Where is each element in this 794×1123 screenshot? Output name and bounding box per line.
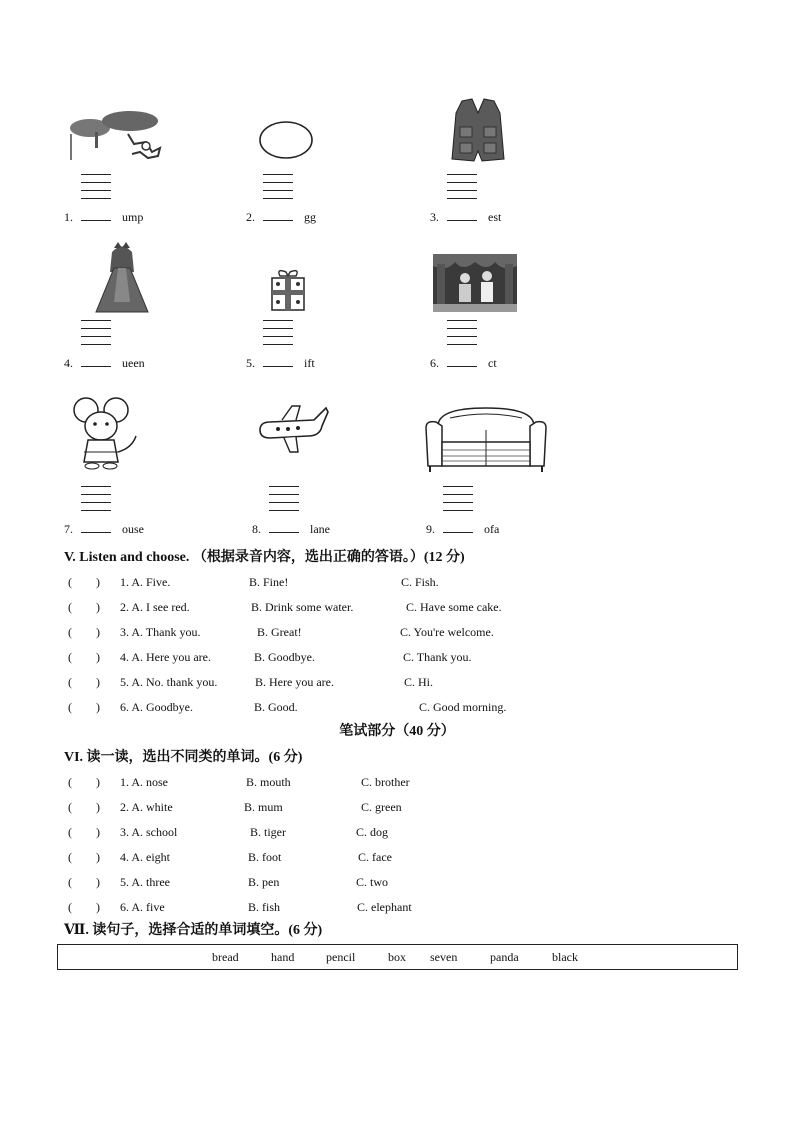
answer-bracket[interactable]: ( ) bbox=[68, 700, 100, 714]
option-c: C. You're welcome. bbox=[400, 625, 494, 639]
writing-lines bbox=[269, 486, 299, 518]
answer-blank[interactable] bbox=[269, 532, 299, 533]
phonics-item bbox=[64, 486, 204, 536]
answer-blank[interactable] bbox=[447, 366, 477, 367]
option-c: C. Fish. bbox=[401, 575, 439, 589]
stage-act-icon bbox=[433, 254, 517, 312]
phonics-item bbox=[64, 174, 204, 224]
option-b: B. foot bbox=[248, 850, 282, 864]
phonics-item bbox=[246, 320, 386, 370]
option-a: 3. A. Thank you. bbox=[120, 625, 201, 639]
answer-bracket[interactable]: ( ) bbox=[68, 800, 100, 814]
answer-bracket[interactable]: ( ) bbox=[68, 900, 100, 914]
phonics-item bbox=[426, 486, 566, 536]
section-title: VI. 读一读，选出不同类的单词。(6 分) bbox=[64, 750, 303, 765]
option-c: C. Have some cake. bbox=[406, 600, 502, 614]
answer-blank[interactable] bbox=[263, 220, 293, 221]
answer-blank[interactable] bbox=[81, 532, 111, 533]
answer-bracket[interactable]: ( ) bbox=[68, 875, 100, 889]
writing-lines bbox=[447, 174, 477, 206]
option-c: C. Hi. bbox=[404, 675, 434, 689]
item-number: 7. bbox=[64, 522, 73, 536]
item-number: 5. bbox=[246, 356, 255, 370]
word-bank-item: hand bbox=[271, 950, 295, 964]
item-number: 9. bbox=[426, 522, 435, 536]
word-suffix: ofa bbox=[484, 522, 500, 536]
option-a: 3. A. school bbox=[120, 825, 178, 839]
sofa-icon bbox=[420, 404, 552, 474]
option-a: 4. A. Here you are. bbox=[120, 650, 211, 664]
option-b: B. mum bbox=[244, 800, 283, 814]
queen-icon bbox=[94, 242, 150, 314]
item-number: 1. bbox=[64, 210, 73, 224]
writing-lines bbox=[263, 320, 293, 352]
writing-lines bbox=[81, 174, 111, 206]
word-suffix: ueen bbox=[122, 356, 145, 370]
option-c: C. Good morning. bbox=[419, 700, 507, 714]
answer-bracket[interactable]: ( ) bbox=[68, 600, 100, 614]
answer-blank[interactable] bbox=[81, 366, 111, 367]
answer-bracket[interactable]: ( ) bbox=[68, 825, 100, 839]
phonics-item bbox=[430, 174, 570, 224]
writing-lines bbox=[81, 320, 111, 352]
answer-bracket[interactable]: ( ) bbox=[68, 625, 100, 639]
option-b: B. Here you are. bbox=[255, 675, 334, 689]
gift-icon bbox=[268, 266, 308, 314]
option-a: 5. A. three bbox=[120, 875, 170, 889]
writing-lines bbox=[443, 486, 473, 518]
answer-bracket[interactable]: ( ) bbox=[68, 675, 100, 689]
word-suffix: ct bbox=[488, 356, 497, 370]
answer-bracket[interactable]: ( ) bbox=[68, 775, 100, 789]
word-bank-item: bread bbox=[212, 950, 239, 964]
option-a: 6. A. five bbox=[120, 900, 165, 914]
phonics-item bbox=[252, 486, 392, 536]
mouse-icon bbox=[70, 396, 142, 472]
word-suffix: lane bbox=[310, 522, 330, 536]
writing-lines bbox=[263, 174, 293, 206]
written-part-title: 笔试部分（40 分） bbox=[339, 724, 455, 739]
option-c: C. Thank you. bbox=[403, 650, 472, 664]
writing-lines bbox=[447, 320, 477, 352]
option-c: C. green bbox=[361, 800, 402, 814]
option-b: B. Goodbye. bbox=[254, 650, 315, 664]
option-c: C. dog bbox=[356, 825, 389, 839]
item-number: 6. bbox=[430, 356, 439, 370]
option-b: B. pen bbox=[248, 875, 280, 889]
answer-blank[interactable] bbox=[447, 220, 477, 221]
jumping-monkey-icon bbox=[68, 108, 168, 168]
word-bank-item: seven bbox=[430, 950, 458, 964]
option-b: B. mouth bbox=[246, 775, 291, 789]
option-b: B. Good. bbox=[254, 700, 298, 714]
item-number: 3. bbox=[430, 210, 439, 224]
option-b: B. Great! bbox=[257, 625, 302, 639]
option-a: 2. A. white bbox=[120, 800, 173, 814]
vest-icon bbox=[448, 97, 508, 163]
option-b: B. tiger bbox=[250, 825, 286, 839]
option-b: B. Fine! bbox=[249, 575, 289, 589]
word-suffix: gg bbox=[304, 210, 316, 224]
word-bank-item: panda bbox=[490, 950, 519, 964]
answer-bracket[interactable]: ( ) bbox=[68, 850, 100, 864]
word-bank-item: box bbox=[388, 950, 406, 964]
word-bank-item: black bbox=[552, 950, 578, 964]
answer-blank[interactable] bbox=[263, 366, 293, 367]
answer-blank[interactable] bbox=[443, 532, 473, 533]
option-a: 6. A. Goodbye. bbox=[120, 700, 193, 714]
word-suffix: ouse bbox=[122, 522, 144, 536]
word-bank bbox=[57, 944, 738, 970]
answer-bracket[interactable]: ( ) bbox=[68, 575, 100, 589]
option-a: 5. A. No. thank you. bbox=[120, 675, 218, 689]
answer-blank[interactable] bbox=[81, 220, 111, 221]
plane-icon bbox=[256, 400, 330, 456]
item-number: 8. bbox=[252, 522, 261, 536]
writing-lines bbox=[81, 486, 111, 518]
word-suffix: ift bbox=[304, 356, 315, 370]
section-title: Ⅶ. 读句子，选择合适的单词填空。(6 分) bbox=[64, 923, 323, 938]
option-c: C. brother bbox=[361, 775, 410, 789]
phonics-item bbox=[246, 174, 386, 224]
option-a: 1. A. Five. bbox=[120, 575, 171, 589]
option-c: C. elephant bbox=[357, 900, 412, 914]
section-title: V. Listen and choose. （根据录音内容，选出正确的答语。）(12 分) bbox=[64, 550, 465, 565]
egg-icon bbox=[258, 120, 314, 160]
option-c: C. face bbox=[358, 850, 392, 864]
word-suffix: ump bbox=[122, 210, 144, 224]
option-a: 4. A. eight bbox=[120, 850, 170, 864]
phonics-item bbox=[64, 320, 204, 370]
option-a: 1. A. nose bbox=[120, 775, 168, 789]
option-b: B. fish bbox=[248, 900, 281, 914]
option-b: B. Drink some water. bbox=[251, 600, 354, 614]
option-a: 2. A. I see red. bbox=[120, 600, 190, 614]
item-number: 2. bbox=[246, 210, 255, 224]
word-bank-item: pencil bbox=[326, 950, 356, 964]
phonics-item bbox=[430, 320, 570, 370]
option-c: C. two bbox=[356, 875, 389, 889]
answer-bracket[interactable]: ( ) bbox=[68, 650, 100, 664]
item-number: 4. bbox=[64, 356, 73, 370]
word-suffix: est bbox=[488, 210, 502, 224]
